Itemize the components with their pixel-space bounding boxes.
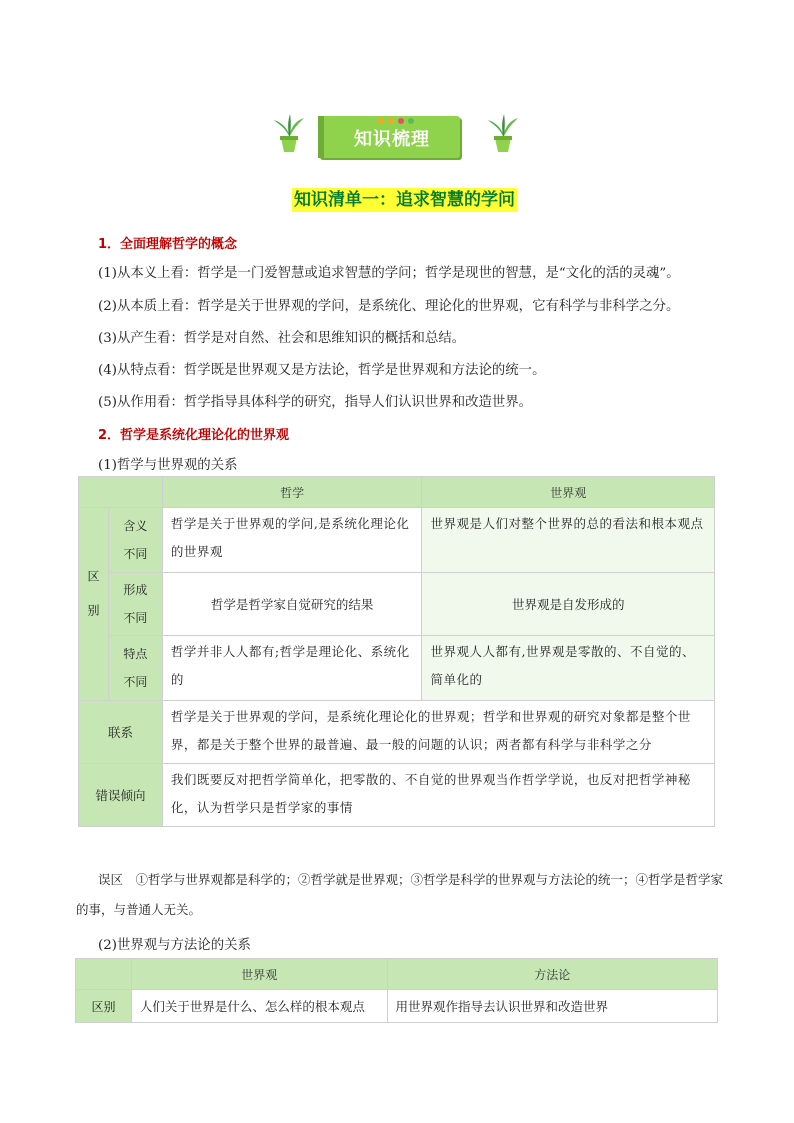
table-header-row [76,959,718,990]
header-empty [76,959,132,990]
table-cell: 哲学是哲学家自觉研究的结果 [162,573,422,636]
table-cell: 用世界观作指导去认识世界和改造世界 [387,990,717,1023]
concept-item: (2)从本质上看：哲学是关于世界观的学问，是系统化、理论化的世界观，它有科学与非科学之分。 [98,299,680,314]
table-row [79,573,715,636]
table-cell: 哲学是关于世界观的学问,是系统化理论化的世界观 [162,508,422,573]
part2-heading: 2．哲学是系统化理论化的世界观 [98,428,290,443]
dot-icon [398,118,404,124]
banner-title: 知识梳理 [354,129,430,150]
banner-box [318,116,460,158]
table-row [79,508,715,573]
table-cell: 人们关于世界是什么、怎么样的根本观点 [131,990,387,1023]
table-cell: 世界观人人都有,世界观是零散的、不自觉的、简单化的 [422,636,715,701]
header-philosophy: 哲学 [162,477,422,508]
part1-heading: 1．全面理解哲学的概念 [98,237,238,252]
worldview-methodology-table [75,958,718,1023]
table-cell: 哲学并非人人都有;哲学是理论化、系统化的 [162,636,422,701]
section-banner [272,108,522,160]
philosophy-worldview-table [78,476,715,827]
header-methodology: 方法论 [387,959,717,990]
table-cell: 哲学是关于世界观的学问，是系统化理论化的世界观；哲学和世界观的研究对象都是整个世界，都是关于整个世界的最普遍、最一般的问题的认识；两者都有科学与非科学之分 [162,701,714,764]
header-worldview: 世界观 [422,477,715,508]
banner-dots [378,118,414,124]
dot-icon [408,118,414,124]
header-worldview: 世界观 [131,959,387,990]
section-title: 知识清单一：追求智慧的学问 [294,190,515,210]
table-row [76,990,718,1023]
subheading: (2)世界观与方法论的关系 [98,938,251,953]
row-label: 含义不同 [108,508,162,573]
header-empty [79,477,163,508]
table-cell: 世界观是人们对整个世界的总的看法和根本观点 [422,508,715,573]
group-label: 区别 [79,508,109,701]
table-cell: 我们既要反对把哲学简单化，把零散的、不自觉的世界观当作哲学学说，也反对把哲学神秘化，认为哲学只是哲学家的事情 [162,764,714,827]
plant-icon [486,114,520,154]
table-row [79,636,715,701]
table-row [79,764,715,827]
concept-item: (3)从产生看：哲学是对自然、社会和思维知识的概括和总结。 [98,331,466,346]
table-cell: 世界观是自发形成的 [422,573,715,636]
dot-icon [378,118,384,124]
row-label: 区别 [76,990,132,1023]
error-label: 错误倾向 [79,764,163,827]
concept-item: (1)从本义上看：哲学是一门爱智慧或追求智慧的学问；哲学是现世的智慧，是“文化的活的灵魂”。 [98,266,680,281]
concept-item: (4)从特点看：哲学既是世界观又是方法论，哲学是世界观和方法论的统一。 [98,363,546,378]
row-label: 特点不同 [108,636,162,701]
misconception-note: 误区 ①哲学与世界观都是科学的；②哲学就是世界观；③哲学是科学的世界观与方法论的统一；④哲学是哲学家的事，与普通人无关。 [76,872,724,917]
link-label: 联系 [79,701,163,764]
subheading: (1)哲学与世界观的关系 [98,458,238,473]
row-label: 形成不同 [108,573,162,636]
dot-icon [388,118,394,124]
table-row [79,701,715,764]
table-header-row [79,477,715,508]
concept-item: (5)从作用看：哲学指导具体科学的研究，指导人们认识世界和改造世界。 [98,395,533,410]
plant-icon [272,114,306,154]
